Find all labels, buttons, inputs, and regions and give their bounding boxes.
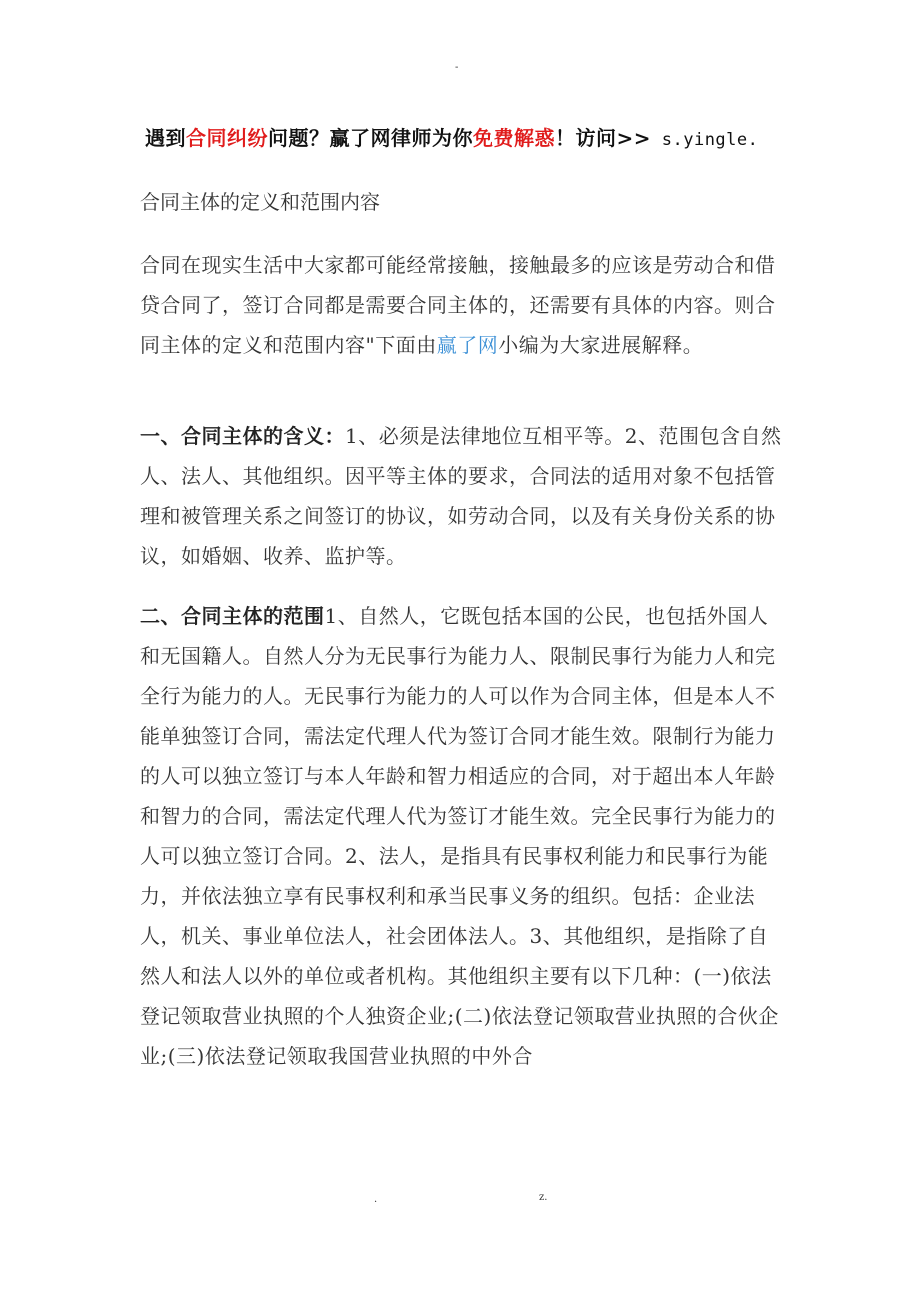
footer-mark-right: z. bbox=[539, 1192, 548, 1203]
footer-mark-left: . bbox=[374, 1194, 378, 1205]
banner-highlight-free-answer: 免费解惑 bbox=[473, 126, 555, 150]
yingle-link[interactable]: 赢了网 bbox=[436, 333, 499, 357]
intro-text: 合同在现实生活中大家都可能经常接触，接触最多的应该是劳动合和借贷合同了，签订合同都是需要合同主体的，还需要有具体的内容。则合同主体的定义和范围内容"下面由 bbox=[140, 253, 776, 357]
section-1-heading: 一、合同主体的含义： bbox=[140, 424, 345, 448]
intro-text-end: 小编为大家进展解释。 bbox=[498, 333, 704, 357]
ad-banner[interactable] bbox=[145, 122, 845, 151]
header-mark: - bbox=[455, 62, 459, 73]
section-2-paragraph bbox=[140, 596, 785, 1076]
intro-paragraph bbox=[140, 245, 785, 365]
banner-highlight-contract-dispute: 合同纠纷 bbox=[186, 126, 268, 150]
banner-text-1: 遇到 bbox=[145, 126, 186, 150]
banner-text-2: 问题？赢了网律师为你 bbox=[268, 126, 473, 150]
section-2-heading: 二、合同主体的范围 bbox=[140, 604, 325, 628]
section-1-body: 1、必须是法律地位互相平等。2、范围包含自然人、法人、其他组织。因平等主体的要求，合同法的适用对象不包括管理和被管理关系之间签订的协议，如劳动合同，以及有关身份关系的协议，如婚姻、收养、监护等。 bbox=[140, 424, 782, 568]
banner-text-3: ！访问>> bbox=[555, 126, 652, 150]
banner-url-link[interactable]: s.yingle. bbox=[651, 130, 759, 150]
section-2-body: 1、自然人，它既包括本国的公民，也包括外国人和无国籍人。自然人分为无民事行为能力人、限制民事行为能力人和完全行为能力的人。无民事行为能力的人可以作为合同主体，但是本人不能单独签订合同，需法定代理人代为签订合同才能生效。限制行为能力的人可以独立签订与本人年龄和智力相适应的合同，对于超出本人年龄和智力的合同，需法定代理人代为签订才能生效。完全民事行为能力的人可以独立签订合同。2、法人，是指具有民事权利能力和民事行为能力，并依法独立享有民事权利和承当民事义务的组织。包括：企业法人，机关、事业单位法人，社会团体法人。3、其他组织，是指除了自然人和法人以外的单位或者机构。其他组织主要有以下几种：(一)依法登记领取营业执照的个人独资企业;(二)依法登记领取营业执照的合伙企业;(三)依法登记领取我国营业执照的中外合 bbox=[140, 604, 779, 1068]
document-title: 合同主体的定义和范围内容 bbox=[140, 190, 380, 214]
section-1-paragraph bbox=[140, 416, 785, 576]
